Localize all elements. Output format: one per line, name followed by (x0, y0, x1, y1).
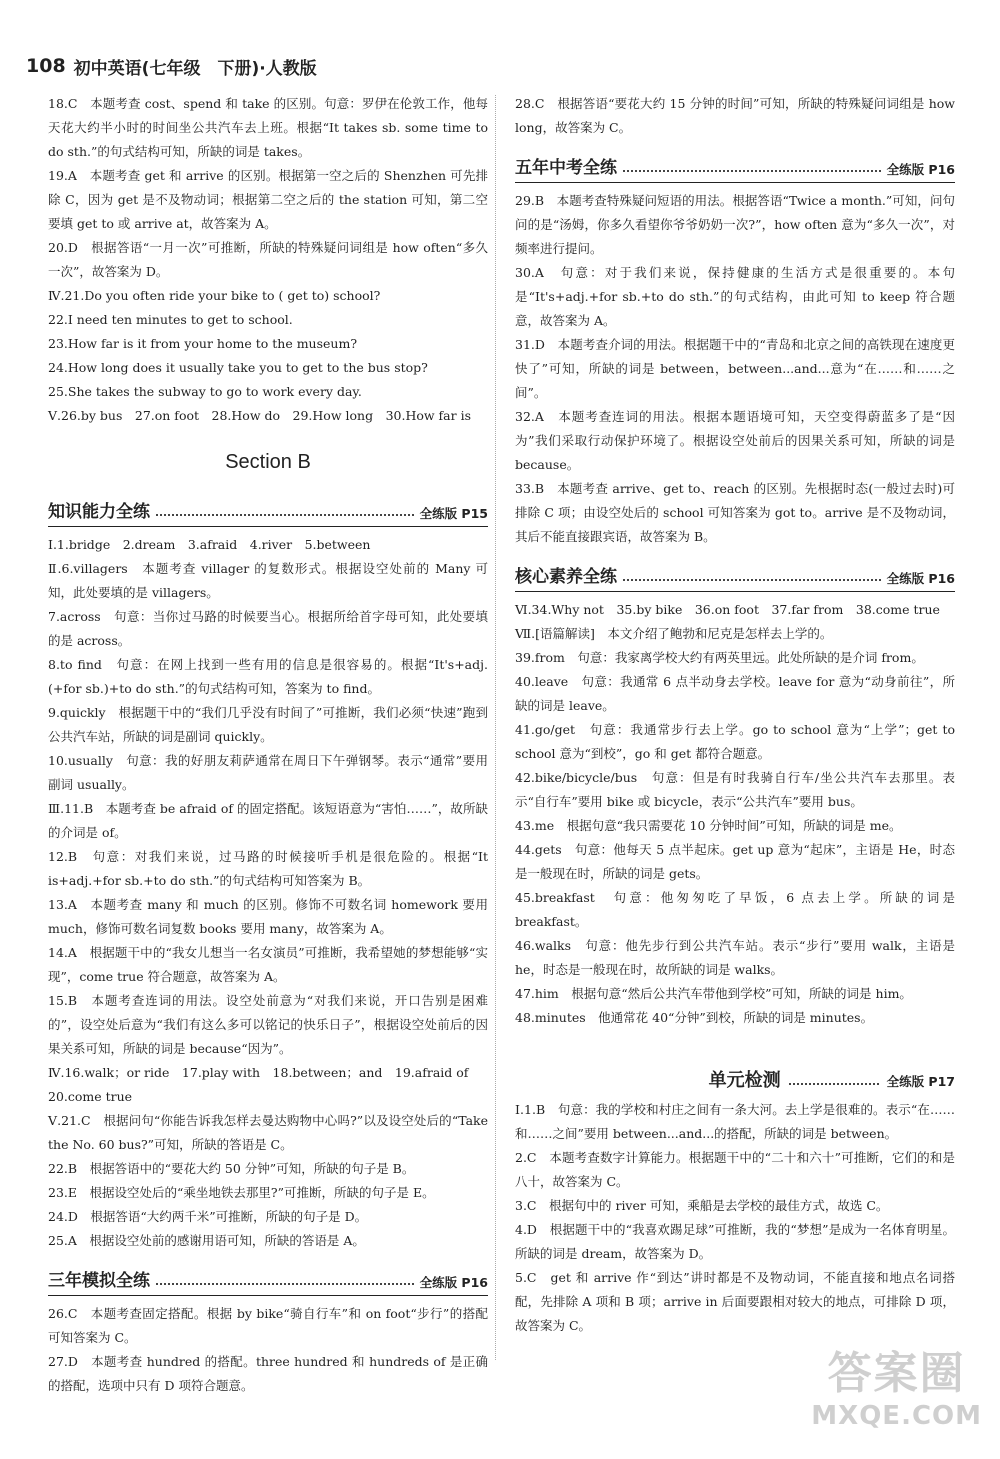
watermark (811, 1337, 982, 1431)
page-header (26, 46, 317, 86)
answer-item: 9.quickly 根据题干中的“我们几乎没有时间了”可推断，我们必须“快速”跑到公共汽车站，所缺的词是副词 quickly。 (48, 705, 488, 744)
answer-item: Ⅰ.1.B 句意：我的学校和村庄之间有一条大河。去上学是很难的。表示“在……和……之间”要用 between...and...的搭配，所缺的词是 between。 (515, 1102, 955, 1141)
answer-item: 18.C 本题考查 cost、spend 和 take 的区别。句意：罗伊在伦敦工作，他每天花大约半小时的时间坐公共汽车去上班。根据“It takes sb. some time to do sth.”的句式结构可知，所缺的词是 takes。 (48, 96, 488, 159)
answer-item: 46.walks 句意：他先步行到公共汽车站。表示“步行”要用 walk，主语是 he，时态是一般现在时，故所缺的词是 walks。 (515, 938, 955, 977)
answer-item: Ⅴ.21.C 根据问句“你能告诉我怎样去曼达购物中心吗?”以及设空处后的“Take the No. 60 bus?”可知，所缺的答语是 C。 (48, 1113, 488, 1152)
leader-dots (789, 1083, 879, 1085)
section-header-title: 核心素养全练 (515, 567, 617, 587)
answer-item: 29.B 本题考查特殊疑问短语的用法。根据答语“Twice a month.”可知，问句问的是“汤姆，你多久看望你爷爷奶奶一次?”，how often 意为“多久一次”，对频率进行提问。 (515, 193, 955, 256)
answer-item: 33.B 本题考查 arrive、get to、reach 的区别。先根据时态(一般过去时)可排除 C 项；由设空处后的 school 可知答案为 got to。arrive 是不及物动词，其后不能直接跟宾语，故答案为 B。 (515, 481, 955, 544)
section-header-title: 知识能力全练 (48, 502, 150, 522)
answer-item: 13.A 本题考查 many 和 much 的区别。修饰不可数名词 homework 要用 much，修饰可数名词复数 books 要用 many，故答案为 A。 (48, 897, 488, 936)
column-divider (495, 95, 496, 1360)
section-header-ref: 全练版 P16 (886, 571, 955, 586)
answer-item: Ⅶ.[语篇解读] 本文介绍了鲍勃和尼克是怎样去上学的。 (515, 626, 833, 641)
answer-item: 48.minutes 他通常花 40“分钟”到校，所缺的词是 minutes。 (515, 1010, 874, 1025)
leader-dots (156, 514, 414, 516)
section-header-sannian (48, 1255, 488, 1296)
answer-item: 19.A 本题考查 get 和 arrive 的区别。根据第一空之后的 Shenzhen 可先排除 C，因为 get 是不及物动词；根据第二空之后的 the station 可知，第二空要填 get to 或 arrive at，故答案为 A。 (48, 168, 488, 231)
answer-item: 25.She takes the subway to go to work every day. (48, 384, 362, 399)
answer-item: 26.C 本题考查固定搭配。根据 by bike“骑自行车”和 on foot“步行”的搭配可知答案为 C。 (48, 1306, 488, 1345)
answer-item: 27.D 本题考查 hundred 的搭配。three hundred 和 hundreds of 是正确的搭配，选项中只有 D 项符合题意。 (48, 1354, 488, 1393)
left-column (48, 92, 488, 1398)
section-header-title: 单元检测 (708, 1070, 781, 1091)
answer-item: 2.C 本题考查数字计算能力。根据题干中的“二十和六十”可推断，它们的和是八十，故答案为 C。 (515, 1150, 955, 1189)
page-number: 108 (26, 55, 66, 77)
answer-item: 43.me 根据句意“我只需要花 10 分钟时间”可知，所缺的词是 me。 (515, 818, 902, 833)
answer-item: 12.B 句意：对我们来说，过马路的时候接听手机是很危险的。根据“It is+adj.+for sb.+to do sth.”的句式结构可知答案为 B。 (48, 849, 488, 888)
answers-zhishi (48, 533, 488, 1253)
answer-item: 20.come true (48, 1089, 133, 1104)
answer-item: 28.C 根据答语“要花大约 15 分钟的时间”可知，所缺的特殊疑问词组是 how long，故答案为 C。 (515, 96, 955, 135)
answer-item: 4.D 根据题干中的“我喜欢踢足球”可推断，我的“梦想”是成为一名体育明星。所缺的词是 dream，故答案为 D。 (515, 1222, 955, 1261)
leader-dots (156, 1283, 414, 1285)
answer-item: 22.I need ten minutes to get to school. (48, 312, 293, 327)
answers-hexin (515, 598, 955, 1030)
section-header-wunian (515, 142, 955, 183)
answer-item: 20.D 根据答语“一月一次”可推断，所缺的特殊疑问词组是 how often“多久一次”，故答案为 D。 (48, 240, 488, 279)
answers-danyuan (515, 1098, 955, 1338)
answer-item: Ⅱ.6.villagers 本题考查 villager 的复数形式。根据设空处前的 Many 可知，此处要填的是 villagers。 (48, 561, 488, 600)
answer-item: 41.go/get 句意：我通常步行去上学。go to school 意为“上学”；get to school 意为“到校”，go 和 get 都符合题意。 (515, 722, 955, 761)
section-header-ref: 全练版 P17 (886, 1074, 955, 1089)
section-title: Section B (225, 451, 311, 473)
watermark-url: MXQE.COM (811, 1401, 982, 1431)
leader-dots (623, 170, 881, 172)
answer-item: 8.to find 句意：在网上找到一些有用的信息是很容易的。根据“It's+adj.(+for sb.)+to do sth.”的句式结构可知，答案为 to find。 (48, 657, 488, 696)
answer-item: 44.gets 句意：他每天 5 点半起床。get up 意为“起床”，主语是 He，时态是一般现在时，所缺的词是 gets。 (515, 842, 955, 881)
answer-item: 45.breakfast 句意：他匆匆吃了早饭，6 点去上学。所缺的词是 breakfast。 (515, 890, 955, 929)
answer-item: 30.A 句意：对于我们来说，保持健康的生活方式是很重要的。本句是“It's+adj.+for sb.+to do sth.”的句式结构，由此可知 to keep 符合题意，故答案为 A。 (515, 265, 955, 328)
answer-item: 31.D 本题考查介词的用法。根据题干中的“青岛和北京之间的高铁现在速度更快了”可知，所缺的词是 between，between...and...意为“在……和……之间”。 (515, 337, 955, 400)
answer-item: 40.leave 句意：我通常 6 点半动身去学校。leave for 意为“动身前往”，所缺的词是 leave。 (515, 674, 955, 713)
section-header-ref: 全练版 P16 (886, 162, 955, 177)
section-header-hexin (515, 551, 955, 592)
answer-item: 24.D 根据答语“大约两千米”可推断，所缺的句子是 D。 (48, 1209, 368, 1224)
answer-item: Ⅰ.1.bridge 2.dream 3.afraid 4.river 5.between (48, 537, 371, 552)
section-header-title: 五年中考全练 (515, 158, 617, 178)
section-header-title: 三年模拟全练 (48, 1271, 150, 1291)
answer-item: Ⅴ.26.by bus 27.on foot 28.How do 29.How long 30.How far is (48, 408, 471, 423)
answers-wunian (515, 189, 955, 549)
section-header-zhishi (48, 486, 488, 527)
answer-item: 32.A 本题考查连词的用法。根据本题语境可知，天空变得蔚蓝多了是“因为”我们采取行动保护环境了。根据设空处前后的因果关系可知，所缺的词是 because。 (515, 409, 955, 472)
answers-part1-right (515, 92, 955, 140)
book-title: 初中英语(七年级 下册)·人教版 (73, 58, 317, 79)
answers-sannian (48, 1302, 488, 1398)
answer-item: 7.across 句意：当你过马路的时候要当心。根据所给首字母可知，此处要填的是 across。 (48, 609, 488, 648)
answer-item: Ⅳ.21.Do you often ride your bike to ( get to) school? (48, 288, 381, 303)
answer-item: 5.C get 和 arrive 作“到达”讲时都是不及物动词，不能直接和地点名词搭配，先排除 A 项和 B 项；arrive in 后面要跟相对较大的地点，可排除 D 项，故答案为 C。 (515, 1270, 955, 1333)
right-column (515, 92, 955, 1338)
answer-item: 23.How far is it from your home to the museum? (48, 336, 358, 351)
watermark-logo: 答案圈 (827, 1348, 966, 1399)
section-header-ref: 全练版 P15 (419, 506, 488, 521)
answer-item: 3.C 根据句中的 river 可知，乘船是去学校的最佳方式，故选 C。 (515, 1198, 889, 1213)
answer-item: 15.B 本题考查连词的用法。设空处前意为“对我们来说，开口告别是困难的”，设空处后意为“我们有这么多可以铭记的快乐日子”，根据设空处前后的因果关系可知，所缺的词是 because“因为”。 (48, 993, 488, 1056)
answer-item: 39.from 句意：我家离学校大约有两英里远。此处所缺的是介词 from。 (515, 650, 924, 665)
answer-item: 10.usually 句意：我的好朋友莉萨通常在周日下午弹钢琴。表示“通常”要用副词 usually。 (48, 753, 488, 792)
section-header-ref: 全练版 P16 (419, 1275, 488, 1290)
answer-item: 24.How long does it usually take you to get to the bus stop? (48, 360, 428, 375)
leader-dots (623, 579, 881, 581)
answer-item: 42.bike/bicycle/bus 句意：但是有时我骑自行车/坐公共汽车去那里。表示“自行车”要用 bike 或 bicycle，表示“公共汽车”要用 bus。 (515, 770, 955, 809)
answer-item: 25.A 根据设空处前的感谢用语可知，所缺的答语是 A。 (48, 1233, 365, 1248)
section-header-danyuan (515, 1052, 955, 1092)
answer-item: Ⅵ.34.Why not 35.by bike 36.on foot 37.far from 38.come true (515, 602, 940, 617)
answer-item: 47.him 根据句意“然后公共汽车带他到学校”可知，所缺的词是 him。 (515, 986, 912, 1001)
answers-part1 (48, 92, 488, 428)
answer-item: 22.B 根据答语中的“要花大约 50 分钟”可知，所缺的句子是 B。 (48, 1161, 415, 1176)
answer-item: 14.A 根据题干中的“我女儿想当一名女演员”可推断，我希望她的梦想能够“实现”，come true 符合题意，故答案为 A。 (48, 945, 488, 984)
answer-item: 23.E 根据设空处后的“乘坐地铁去那里?”可推断，所缺的句子是 E。 (48, 1185, 435, 1200)
answer-item: Ⅲ.11.B 本题考查 be afraid of 的固定搭配。该短语意为“害怕……”，故所缺的介词是 of。 (48, 801, 488, 840)
answer-item: Ⅳ.16.walk；or ride 17.play with 18.between；and 19.afraid of (48, 1065, 469, 1080)
